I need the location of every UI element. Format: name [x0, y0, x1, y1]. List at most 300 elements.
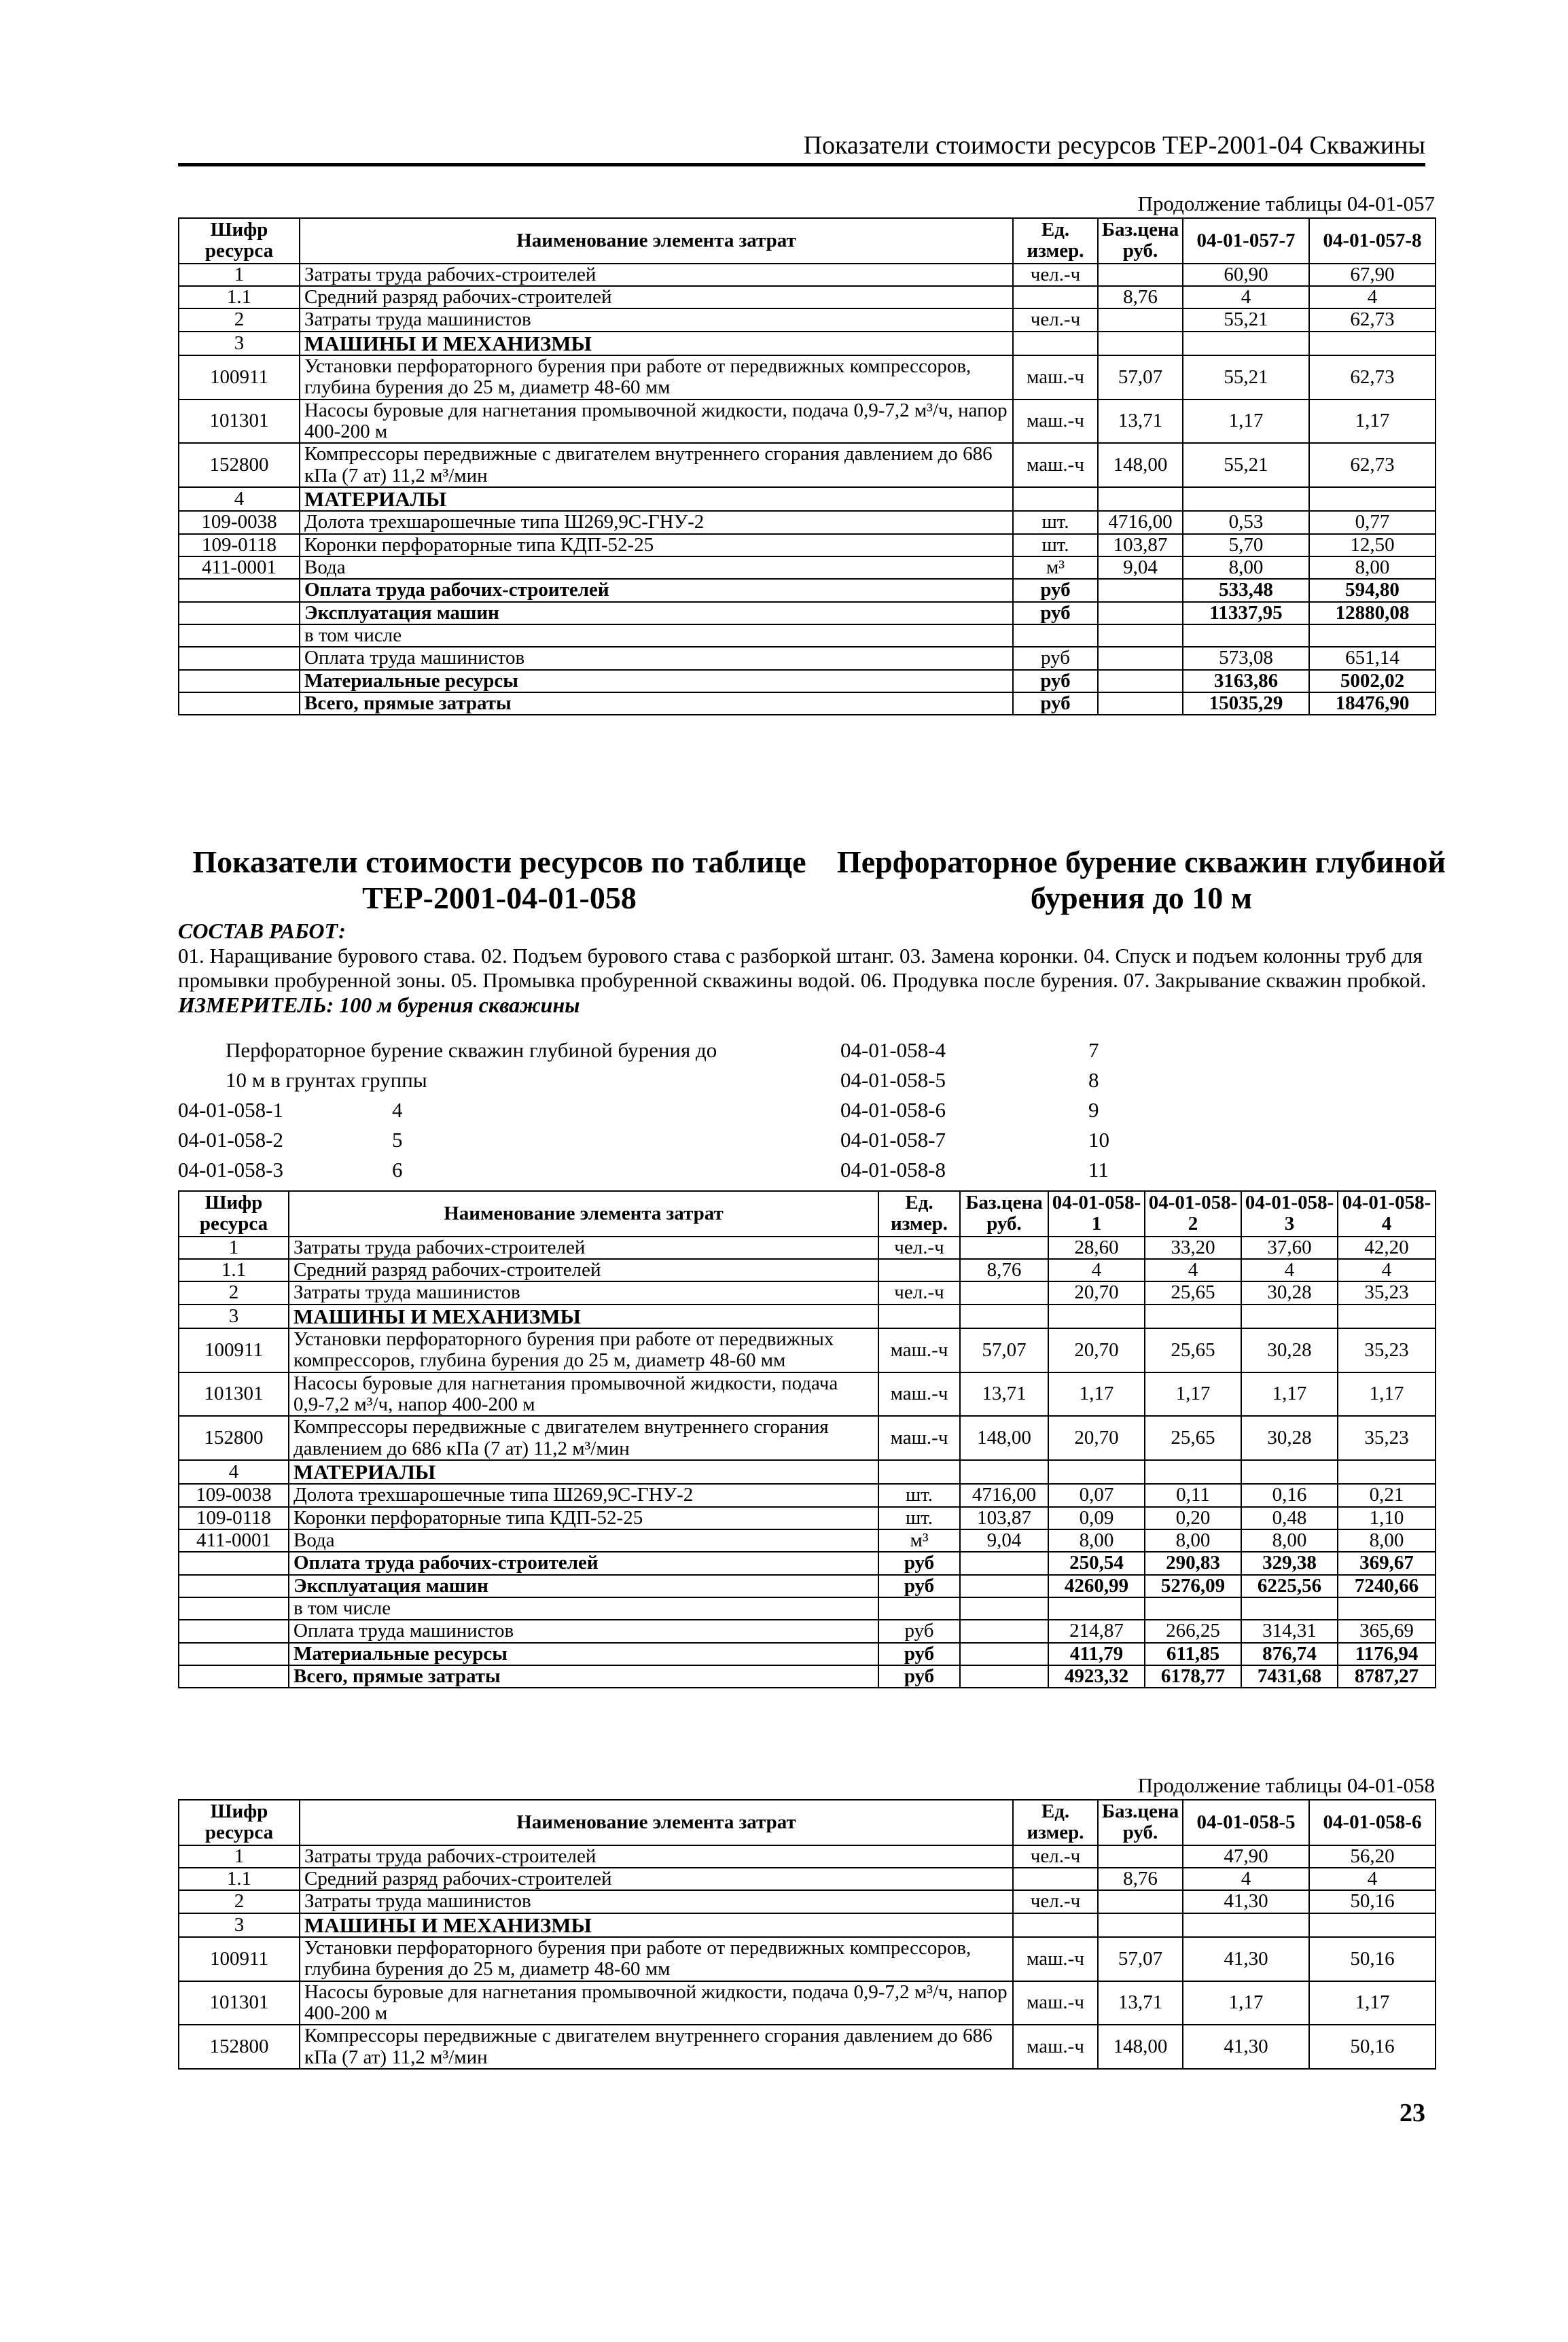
- value-cell: 1,17: [1309, 1981, 1436, 2025]
- base-price-cell: [1098, 692, 1183, 715]
- composition-label: СОСТАВ РАБОТ:: [178, 919, 346, 943]
- value-cell: 369,67: [1338, 1552, 1436, 1574]
- resource-code-cell: 411-0001: [179, 556, 300, 579]
- element-name-cell: Насосы буровые для нагнетания промывочной жидкости, подача 0,9-7,2 м³/ч, напор 400-200 м: [300, 400, 1013, 444]
- variants-list: [178, 1038, 1197, 1188]
- base-price-cell: [1098, 1845, 1183, 1868]
- unit-cell: м³: [1013, 556, 1098, 579]
- resource-code-cell: [179, 647, 300, 669]
- element-name-cell: Затраты труда машинистов: [289, 1281, 878, 1304]
- header-name: Наименование элемента затрат: [300, 1800, 1013, 1845]
- section-row: [179, 1913, 1436, 1937]
- unit-cell: чел.-ч: [878, 1281, 960, 1304]
- resource-code-cell: 100911: [179, 1328, 289, 1372]
- value-cell: 1,17: [1183, 400, 1309, 444]
- value-cell: 42,20: [1338, 1237, 1436, 1259]
- unit-cell: шт.: [1013, 534, 1098, 556]
- value-cell: [1183, 487, 1309, 511]
- meter-label: ИЗМЕРИТЕЛЬ: 100 м бурения скважины: [178, 993, 580, 1018]
- element-name-cell: Компрессоры передвижные с двигателем внутреннего сгорания давлением до 686 кПа (7 ат) 11,2 м³/мин: [300, 443, 1013, 487]
- value-cell: 1,17: [1338, 1372, 1436, 1417]
- value-cell: 651,14: [1309, 647, 1436, 669]
- value-cell: 55,21: [1183, 443, 1309, 487]
- resource-code-cell: 2: [179, 1890, 300, 1913]
- table-row: [179, 624, 1436, 647]
- value-cell: 56,20: [1309, 1845, 1436, 1868]
- value-cell: [1338, 1460, 1436, 1484]
- value-cell: 329,38: [1241, 1552, 1338, 1574]
- base-price-cell: [960, 1643, 1048, 1665]
- value-cell: 50,16: [1309, 2025, 1436, 2069]
- base-price-cell: 9,04: [960, 1529, 1048, 1552]
- total-row: [179, 1575, 1436, 1597]
- table-row: [179, 1281, 1436, 1304]
- value-cell: 35,23: [1338, 1328, 1436, 1372]
- element-name-cell: Эксплуатация машин: [300, 602, 1013, 624]
- table-row: [179, 355, 1436, 400]
- unit-cell: шт.: [878, 1484, 960, 1506]
- base-price-cell: [960, 1665, 1048, 1688]
- value-cell: 1,17: [1309, 400, 1436, 444]
- base-price-cell: [1098, 1890, 1183, 1913]
- element-name-cell: МАТЕРИАЛЫ: [289, 1460, 878, 1484]
- value-cell: 30,28: [1241, 1281, 1338, 1304]
- resource-code-cell: 101301: [179, 1372, 289, 1417]
- value-cell: 41,30: [1183, 1890, 1309, 1913]
- value-cell: 11337,95: [1183, 602, 1309, 624]
- variant-group: 11: [1088, 1158, 1109, 1182]
- resource-code-cell: [179, 692, 300, 715]
- value-cell: 611,85: [1145, 1643, 1241, 1665]
- element-name-cell: МАШИНЫ И МЕХАНИЗМЫ: [289, 1305, 878, 1328]
- base-price-cell: 57,07: [960, 1328, 1048, 1372]
- value-cell: [1183, 332, 1309, 355]
- value-cell: 50,16: [1309, 1890, 1436, 1913]
- value-cell: 4: [1183, 286, 1309, 308]
- unit-cell: маш.-ч: [1013, 2025, 1098, 2069]
- table-row: [179, 1890, 1436, 1913]
- header-rule: [178, 163, 1425, 166]
- value-cell: 35,23: [1338, 1281, 1436, 1304]
- value-cell: 28,60: [1048, 1237, 1145, 1259]
- resource-code-cell: 1.1: [179, 286, 300, 308]
- resource-code-cell: 152800: [179, 1416, 289, 1460]
- resource-code-cell: 3: [179, 1913, 300, 1937]
- table-row: [179, 1328, 1436, 1372]
- value-cell: 0,21: [1338, 1484, 1436, 1506]
- base-price-cell: 103,87: [960, 1507, 1048, 1529]
- variant-code: 04-01-058-5: [840, 1068, 946, 1092]
- value-cell: 1,17: [1048, 1372, 1145, 1417]
- base-price-cell: [960, 1620, 1048, 1642]
- element-name-cell: Эксплуатация машин: [289, 1575, 878, 1597]
- resource-code-cell: 109-0038: [179, 511, 300, 533]
- resource-code-cell: 2: [179, 1281, 289, 1304]
- resource-code-cell: 4: [179, 487, 300, 511]
- variant-group: 10: [1088, 1128, 1109, 1152]
- value-cell: 0,07: [1048, 1484, 1145, 1506]
- element-name-cell: Всего, прямые затраты: [289, 1665, 878, 1688]
- variant-code: 04-01-058-1: [178, 1098, 283, 1122]
- unit-cell: руб: [878, 1575, 960, 1597]
- value-cell: 365,69: [1338, 1620, 1436, 1642]
- resource-table-057: [178, 217, 1436, 715]
- variant-code: 04-01-058-2: [178, 1128, 283, 1152]
- value-cell: 1,17: [1183, 1981, 1309, 2025]
- unit-cell: шт.: [1013, 511, 1098, 533]
- resource-code-cell: [179, 602, 300, 624]
- value-cell: [1338, 1597, 1436, 1620]
- value-cell: 4: [1183, 1868, 1309, 1890]
- base-price-cell: [960, 1597, 1048, 1620]
- value-cell: 250,54: [1048, 1552, 1145, 1574]
- table-caption: Продолжение таблицы 04-01-057: [1137, 192, 1435, 215]
- unit-cell: руб: [1013, 647, 1098, 669]
- value-cell: 12,50: [1309, 534, 1436, 556]
- value-cell: 314,31: [1241, 1620, 1338, 1642]
- value-cell: [1145, 1305, 1241, 1328]
- value-cell: 4923,32: [1048, 1665, 1145, 1688]
- value-cell: 7240,66: [1338, 1575, 1436, 1597]
- value-cell: [1241, 1597, 1338, 1620]
- value-cell: 290,83: [1145, 1552, 1241, 1574]
- element-name-cell: Насосы буровые для нагнетания промывочной жидкости, подача 0,9-7,2 м³/ч, напор 400-200 м: [289, 1372, 878, 1417]
- unit-cell: [878, 1597, 960, 1620]
- element-name-cell: Материальные ресурсы: [289, 1643, 878, 1665]
- base-price-cell: 8,76: [1098, 1868, 1183, 1890]
- resource-code-cell: 109-0038: [179, 1484, 289, 1506]
- table-row: [179, 1937, 1436, 1981]
- total-row: [179, 1552, 1436, 1574]
- running-header: Показатели стоимости ресурсов ТЕР-2001-04 Скважины: [803, 131, 1425, 160]
- element-name-cell: Оплата труда рабочих-строителей: [289, 1552, 878, 1574]
- unit-cell: маш.-ч: [1013, 1981, 1098, 2025]
- value-cell: 25,65: [1145, 1416, 1241, 1460]
- unit-cell: [1013, 1913, 1098, 1937]
- unit-cell: маш.-ч: [878, 1416, 960, 1460]
- table-row: [179, 1484, 1436, 1506]
- table-row: [179, 1845, 1436, 1868]
- value-cell: 62,73: [1309, 355, 1436, 400]
- value-cell: [1309, 624, 1436, 647]
- resource-code-cell: [179, 1643, 289, 1665]
- value-cell: 6225,56: [1241, 1575, 1338, 1597]
- value-cell: [1145, 1460, 1241, 1484]
- base-price-cell: [1098, 1913, 1183, 1937]
- composition-text: 01. Наращивание бурового става. 02. Подъем бурового става с разборкой штанг. 03. Замена коронки. 04. Спуск и подъем колонны труб для промывки пробуренной зоны. 05. Промывка пробуренной скважины водой. 06. Продувка после бурения. 07. Закрывание скважин пробкой.: [178, 944, 1427, 993]
- value-cell: 37,60: [1241, 1237, 1338, 1259]
- header-col-2: 04-01-057-8: [1309, 218, 1436, 264]
- value-cell: 33,20: [1145, 1237, 1241, 1259]
- table-block-058-cont: [178, 1773, 1435, 2070]
- unit-cell: руб: [878, 1643, 960, 1665]
- unit-cell: чел.-ч: [1013, 1890, 1098, 1913]
- value-cell: 50,16: [1309, 1937, 1436, 1981]
- value-cell: 20,70: [1048, 1328, 1145, 1372]
- value-cell: 5002,02: [1309, 670, 1436, 692]
- resource-code-cell: [179, 579, 300, 601]
- base-price-cell: 103,87: [1098, 534, 1183, 556]
- header-code: Шифр ресурса: [179, 218, 300, 264]
- resource-code-cell: 109-0118: [179, 534, 300, 556]
- header-col-2: 04-01-058-2: [1145, 1191, 1241, 1237]
- table-row: [179, 1416, 1436, 1460]
- value-cell: 1,17: [1145, 1372, 1241, 1417]
- unit-cell: руб: [878, 1620, 960, 1642]
- base-price-cell: 8,76: [1098, 286, 1183, 308]
- element-name-cell: Материальные ресурсы: [300, 670, 1013, 692]
- value-cell: [1048, 1597, 1145, 1620]
- variant-code: 04-01-058-8: [840, 1158, 946, 1182]
- element-name-cell: Компрессоры передвижные с двигателем внутреннего сгорания давлением до 686 кПа (7 ат) 11,2 м³/мин: [300, 2025, 1013, 2069]
- base-price-cell: [960, 1281, 1048, 1304]
- table-row: [179, 2025, 1436, 2069]
- resource-code-cell: 109-0118: [179, 1507, 289, 1529]
- header-price: Баз.цена руб.: [1098, 218, 1183, 264]
- base-price-cell: 148,00: [960, 1416, 1048, 1460]
- table-row: [179, 1372, 1436, 1417]
- value-cell: 20,70: [1048, 1416, 1145, 1460]
- value-cell: 8,00: [1183, 556, 1309, 579]
- base-price-cell: [1098, 602, 1183, 624]
- resource-code-cell: 100911: [179, 1937, 300, 1981]
- element-name-cell: Долота трехшарошечные типа Ш269,9С-ГНУ-2: [289, 1484, 878, 1506]
- value-cell: 62,73: [1309, 443, 1436, 487]
- section-row: [179, 1305, 1436, 1328]
- section-row: [179, 332, 1436, 355]
- base-price-cell: [1098, 487, 1183, 511]
- table-header-row: [179, 218, 1436, 264]
- element-name-cell: Установки перфораторного бурения при работе от передвижных компрессоров, глубина бурения до 25 м, диаметр 48-60 мм: [289, 1328, 878, 1372]
- resource-code-cell: [179, 1620, 289, 1642]
- variant-code: 04-01-058-7: [840, 1128, 946, 1152]
- value-cell: 6178,77: [1145, 1665, 1241, 1688]
- variant-group: 4: [392, 1098, 403, 1122]
- value-cell: [1309, 487, 1436, 511]
- total-row: [179, 1665, 1436, 1688]
- table-row: [179, 556, 1436, 579]
- variant-group: 5: [392, 1128, 403, 1152]
- value-cell: [1241, 1460, 1338, 1484]
- value-cell: [1309, 1913, 1436, 1937]
- resource-code-cell: [179, 1575, 289, 1597]
- header-unit: Ед. измер.: [878, 1191, 960, 1237]
- resource-table-058-cont: [178, 1799, 1436, 2070]
- table-block-057: [178, 192, 1435, 715]
- value-cell: 8,00: [1048, 1529, 1145, 1552]
- unit-cell: чел.-ч: [1013, 1845, 1098, 1868]
- unit-cell: чел.-ч: [878, 1237, 960, 1259]
- value-cell: 4260,99: [1048, 1575, 1145, 1597]
- resource-code-cell: [179, 1665, 289, 1688]
- header-price: Баз.цена руб.: [960, 1191, 1048, 1237]
- unit-cell: [1013, 1868, 1098, 1890]
- table-row: [179, 1597, 1436, 1620]
- value-cell: 30,28: [1241, 1328, 1338, 1372]
- table-body: [179, 1237, 1436, 1688]
- unit-cell: м³: [878, 1529, 960, 1552]
- resource-code-cell: 1.1: [179, 1868, 300, 1890]
- base-price-cell: 57,07: [1098, 355, 1183, 400]
- value-cell: 1,10: [1338, 1507, 1436, 1529]
- header-col-3: 04-01-058-3: [1241, 1191, 1338, 1237]
- resource-code-cell: [179, 624, 300, 647]
- value-cell: 8,00: [1241, 1529, 1338, 1552]
- element-name-cell: Затраты труда машинистов: [300, 1890, 1013, 1913]
- base-price-cell: [1098, 308, 1183, 331]
- header-col-4: 04-01-058-4: [1338, 1191, 1436, 1237]
- table-row: [179, 534, 1436, 556]
- unit-cell: [878, 1259, 960, 1281]
- value-cell: 0,09: [1048, 1507, 1145, 1529]
- base-price-cell: [960, 1575, 1048, 1597]
- base-price-cell: 9,04: [1098, 556, 1183, 579]
- header-unit: Ед. измер.: [1013, 1800, 1098, 1845]
- section-row: [179, 487, 1436, 511]
- table-row: [179, 1529, 1436, 1552]
- table-row: [179, 1981, 1436, 2025]
- element-name-cell: Вода: [289, 1529, 878, 1552]
- base-price-cell: [1098, 647, 1183, 669]
- table-row: [179, 1259, 1436, 1281]
- value-cell: 4: [1309, 1868, 1436, 1890]
- table-body: [179, 264, 1436, 715]
- base-price-cell: 13,71: [960, 1372, 1048, 1417]
- value-cell: 8787,27: [1338, 1665, 1436, 1688]
- base-price-cell: [960, 1552, 1048, 1574]
- resource-code-cell: 101301: [179, 1981, 300, 2025]
- resource-code-cell: 1.1: [179, 1259, 289, 1281]
- unit-cell: [1013, 286, 1098, 308]
- section-title-left: Показатели стоимости ресурсов по таблице ТЕР-2001-04-01-058: [192, 845, 806, 916]
- element-name-cell: Коронки перфораторные типа КДП-52-25: [300, 534, 1013, 556]
- resource-code-cell: 152800: [179, 443, 300, 487]
- header-col-1: 04-01-058-1: [1048, 1191, 1145, 1237]
- table-row: [179, 1620, 1436, 1642]
- resource-code-cell: 411-0001: [179, 1529, 289, 1552]
- table-header-row: [179, 1191, 1436, 1237]
- base-price-cell: [960, 1237, 1048, 1259]
- unit-cell: чел.-ч: [1013, 308, 1098, 331]
- element-name-cell: Вода: [300, 556, 1013, 579]
- base-price-cell: 13,71: [1098, 400, 1183, 444]
- value-cell: 67,90: [1309, 264, 1436, 286]
- table-row: [179, 308, 1436, 331]
- variant-code: 04-01-058-3: [178, 1158, 283, 1182]
- total-row: [179, 579, 1436, 601]
- header-code: Шифр ресурса: [179, 1800, 300, 1845]
- table-row: [179, 647, 1436, 669]
- base-price-cell: [1098, 332, 1183, 355]
- value-cell: 41,30: [1183, 1937, 1309, 1981]
- element-name-cell: Затраты труда рабочих-строителей: [300, 1845, 1013, 1868]
- value-cell: 214,87: [1048, 1620, 1145, 1642]
- value-cell: 0,53: [1183, 511, 1309, 533]
- element-name-cell: МАШИНЫ И МЕХАНИЗМЫ: [300, 332, 1013, 355]
- element-name-cell: Всего, прямые затраты: [300, 692, 1013, 715]
- element-name-cell: МАШИНЫ И МЕХАНИЗМЫ: [300, 1913, 1013, 1937]
- value-cell: 4: [1309, 286, 1436, 308]
- element-name-cell: Оплата труда рабочих-строителей: [300, 579, 1013, 601]
- unit-cell: [878, 1460, 960, 1484]
- base-price-cell: 148,00: [1098, 2025, 1183, 2069]
- resource-code-cell: 3: [179, 1305, 289, 1328]
- header-name: Наименование элемента затрат: [300, 218, 1013, 264]
- table-row: [179, 1868, 1436, 1890]
- base-price-cell: 57,07: [1098, 1937, 1183, 1981]
- variant-row: [178, 1128, 1197, 1158]
- value-cell: 0,20: [1145, 1507, 1241, 1529]
- header-code: Шифр ресурса: [179, 1191, 289, 1237]
- resource-code-cell: [179, 1552, 289, 1574]
- section-row: [179, 1460, 1436, 1484]
- base-price-cell: [1098, 264, 1183, 286]
- element-name-cell: Затраты труда машинистов: [300, 308, 1013, 331]
- unit-cell: руб: [1013, 670, 1098, 692]
- header-col-1: 04-01-057-7: [1183, 218, 1309, 264]
- variant-group: 6: [392, 1158, 403, 1182]
- element-name-cell: Затраты труда рабочих-строителей: [300, 264, 1013, 286]
- variant-group: 8: [1088, 1068, 1099, 1092]
- value-cell: [1048, 1305, 1145, 1328]
- unit-cell: руб: [1013, 602, 1098, 624]
- unit-cell: [878, 1305, 960, 1328]
- value-cell: 0,77: [1309, 511, 1436, 533]
- unit-cell: руб: [878, 1552, 960, 1574]
- unit-cell: руб: [878, 1665, 960, 1688]
- element-name-cell: Коронки перфораторные типа КДП-52-25: [289, 1507, 878, 1529]
- total-row: [179, 1643, 1436, 1665]
- value-cell: 0,16: [1241, 1484, 1338, 1506]
- value-cell: [1241, 1305, 1338, 1328]
- section-title-right: Перфораторное бурение скважин глубиной бурения до 10 м: [836, 845, 1446, 916]
- total-row: [179, 692, 1436, 715]
- element-name-cell: Средний разряд рабочих-строителей: [300, 286, 1013, 308]
- value-cell: 0,11: [1145, 1484, 1241, 1506]
- value-cell: 62,73: [1309, 308, 1436, 331]
- element-name-cell: Оплата труда машинистов: [300, 647, 1013, 669]
- element-name-cell: Оплата труда машинистов: [289, 1620, 878, 1642]
- unit-cell: руб: [1013, 692, 1098, 715]
- resource-code-cell: [179, 670, 300, 692]
- total-row: [179, 670, 1436, 692]
- element-name-cell: Средний разряд рабочих-строителей: [300, 1868, 1013, 1890]
- base-price-cell: [1098, 579, 1183, 601]
- table-row: [179, 400, 1436, 444]
- value-cell: 18476,90: [1309, 692, 1436, 715]
- variant-row: [178, 1098, 1197, 1128]
- header-name: Наименование элемента затрат: [289, 1191, 878, 1237]
- element-name-cell: Установки перфораторного бурения при работе от передвижных компрессоров, глубина бурения до 25 м, диаметр 48-60 мм: [300, 355, 1013, 400]
- value-cell: 533,48: [1183, 579, 1309, 601]
- element-name-cell: Средний разряд рабочих-строителей: [289, 1259, 878, 1281]
- unit-cell: маш.-ч: [1013, 1937, 1098, 1981]
- base-price-cell: [960, 1305, 1048, 1328]
- base-price-cell: 13,71: [1098, 1981, 1183, 2025]
- variant-desc-2: 10 м в грунтах группы: [226, 1068, 427, 1092]
- value-cell: [1309, 332, 1436, 355]
- unit-cell: маш.-ч: [1013, 443, 1098, 487]
- value-cell: [1145, 1597, 1241, 1620]
- value-cell: 3163,86: [1183, 670, 1309, 692]
- base-price-cell: [960, 1460, 1048, 1484]
- resource-code-cell: 3: [179, 332, 300, 355]
- value-cell: 15035,29: [1183, 692, 1309, 715]
- value-cell: 47,90: [1183, 1845, 1309, 1868]
- unit-cell: [1013, 487, 1098, 511]
- resource-code-cell: 101301: [179, 400, 300, 444]
- element-name-cell: Затраты труда рабочих-строителей: [289, 1237, 878, 1259]
